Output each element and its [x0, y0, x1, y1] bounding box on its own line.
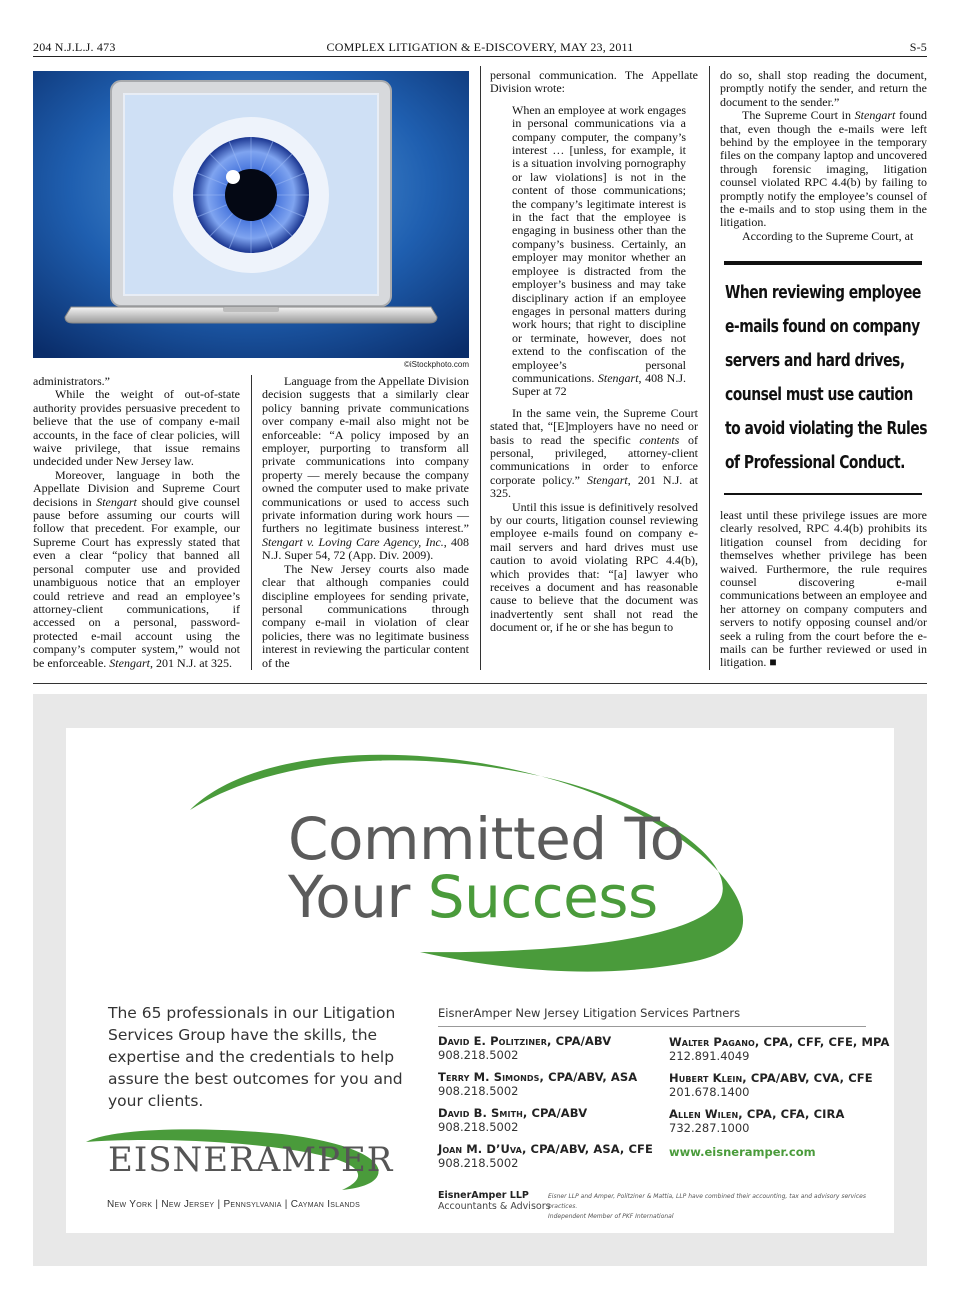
- section-title: COMPLEX LITIGATION & E-DISCOVERY, MAY 23, 2011: [326, 40, 634, 54]
- pullquote-bottom-rule: [724, 493, 922, 495]
- column-divider: [480, 66, 481, 670]
- page-rule: [33, 683, 927, 684]
- partner-entry: Walter Pagano, CPA, CFF, CFE, MPA 212.891.4049: [669, 1035, 890, 1063]
- partners-heading-rule: [438, 1026, 866, 1027]
- paragraph: While the weight of out-of-state authority provides persuasive precedent to believe that the use of company e-mail accounts, in the face of clear policies, will waive privilege, that issue remains undecided under New Jersey law.: [33, 387, 240, 469]
- paragraph: do so, shall stop reading the document, promptly notify the sender, and return the document to the sender.”: [720, 68, 927, 109]
- case-name: Stengart: [96, 494, 137, 509]
- ad-body: The 65 professionals in our Litigation Services Group have the skills, the expertise and the credentials to help assure the best outcomes for you and your clients.: [108, 1004, 403, 1110]
- page-number: S-5: [909, 40, 927, 54]
- partner-entry: Terry M. Simonds, CPA/ABV, ASA 908.218.5002: [438, 1070, 638, 1098]
- case-name: Stengart v. Loving Care Agency, Inc.: [262, 534, 444, 549]
- partners-left-column: [438, 1034, 653, 1178]
- ad-headline: Committed To Your Success: [288, 805, 685, 931]
- paragraph: The Supreme Court in Stengart found that, even though the e-mails were left behind by the employee in the temporary files on the company laptop and uncovered through forensic imaging, litigation counsel violated RPC 4.4(b) by failing to promptly notify the employee’s counsel of the e-mails and to stop using them in the litigation.: [720, 108, 927, 230]
- article-column-1: [33, 375, 240, 670]
- pull-quote: When reviewing employee e-mails found on company servers and hard drives, counsel must use caution to avoid violating the Rules of Professional Conduct.: [725, 282, 928, 473]
- partner-entry: Hubert Klein, CPA/ABV, CVA, CFE 201.678.1400: [669, 1071, 873, 1099]
- laptop-eye-photo: [33, 71, 469, 358]
- case-name: Stengart: [854, 108, 896, 123]
- firm-tagline: Accountants & Advisors: [438, 1201, 551, 1212]
- column-divider: [709, 66, 710, 670]
- paragraph: In the same vein, the Supreme Court stated that, “[E]mployers have no need or basis to read the specific contents of personal, privileged, attorney-client communications in order to enforce corporate policy.” Stengart, 201 N.J. at 325.: [490, 405, 698, 501]
- paragraph: Until this issue is definitively resolved by our courts, litigation counsel reviewing employee e-mails found on company e-mail servers and hard drives must use caution to avoid violating RPC 4.4(b), which provides that: “[a] lawyer who receives a document and has reasonable cause to believe that the document was inadvertently sent shall not read the document or, if he or she has begun to: [490, 499, 698, 635]
- paragraph: Language from the Appellate Division decision suggests that a similarly clear policy banning private communications over company e-mail also might not be enforceable: “A policy imposed by an employer, purporting to transform all private communications into company property — merely because the company owned the computer used to make private communications or used to access such private information during work hours — furthers no legitimate business interest.” Stengart v. Loving Care Agency, Inc., 408 N.J. Super 54, 72 (App. Div. 2009).: [262, 374, 470, 563]
- article-column-4-continued: [720, 509, 927, 670]
- eisneramper-logo: EISNERAMPER: [108, 1140, 394, 1180]
- partner-entry: David B. Smith, CPA/ABV 908.218.5002: [438, 1106, 588, 1134]
- firm-signature: [438, 1190, 551, 1212]
- end-mark: ■: [769, 655, 777, 670]
- pullquote-top-rule: [724, 261, 922, 265]
- paragraph: least until these privilege issues are more clearly resolved, RPC 4.4(b) prohibits its litigation counsel from deciding for themselves whether privilege has been waived. Furthermore, the rule requires counsel discovering e-mail communications between an employee and her attorney on company computers and servers to notify opposing counsel and/or seek a ruling from the court before the e-mails can be further reviewed or used in litigation. ■: [720, 508, 927, 670]
- page-header: [33, 40, 927, 57]
- article-column-4: [720, 69, 927, 243]
- case-name: Stengart: [597, 370, 639, 385]
- website-link[interactable]: www.eisneramper.com: [669, 1145, 816, 1159]
- case-name: Stengart: [109, 655, 150, 670]
- partners-right-column: [669, 1035, 890, 1159]
- disclaimer: Eisner LLP and Amper, Politziner & Mattia, LLP have combined their accounting, tax and advisory services practices. Independent Member of PKF International: [548, 1193, 866, 1220]
- partners-heading: EisnerAmper New Jersey Litigation Services Partners: [438, 1006, 741, 1020]
- article-column-3: [490, 69, 698, 635]
- case-name: Stengart: [587, 472, 628, 487]
- partner-entry: Joan M. D’Uva, CPA/ABV, ASA, CFE 908.218.5002: [438, 1142, 653, 1170]
- article-column-2: [262, 375, 469, 670]
- laptop-eye-icon: [33, 71, 469, 358]
- partner-entry: Allen Wilen, CPA, CFA, CIRA 732.287.1000: [669, 1107, 845, 1135]
- block-quote: When an employee at work engages in personal communications via a company computer, the company’s interest … [unless, for example, it is a situation involving pornography or law violations] is not in the content of those communications; the company’s legitimate interest is in the fact that the employee is engaging in business other than the company’s business. Certainly, an employer may monitor whether an employee is distracted from the employer’s business and may take disciplinary action if an employee engages in personal matters during work hours; that right to discipline or terminate, however, does not extend to the confiscation of the employee’s personal communications. Stengart, 408 N.J. Super at 72: [512, 102, 686, 399]
- paragraph: The New Jersey courts also made clear that although companies could discipline employees for sending private, personal communications through company e-mail in violation of clear policies, there was no legitimate business interest in reviewing the particular content of the: [262, 561, 469, 670]
- page-citation: 204 N.J.L.J. 473: [33, 40, 116, 54]
- firm-name: EisnerAmper LLP: [438, 1190, 529, 1201]
- emphasis: contents: [639, 432, 680, 447]
- column-divider: [251, 375, 252, 670]
- office-locations: New York | New Jersey | Pennsylvania | Cayman Islands: [107, 1199, 361, 1210]
- paragraph: administrators.”: [33, 374, 110, 388]
- photo-credit: ©iStockphoto.com: [403, 360, 469, 369]
- paragraph: Moreover, language in both the Appellate Division and Supreme Court decisions in Stengart should give counsel pause before assuming our courts will follow that precedent. For example, our Supreme Court has expressly stated that even a clear “policy that banned all personal computer use and provided unambiguous notice that an employer could retrieve and read an employee’s attorney-client communications, if accessed on a personal, password-protected e-mail account using the company’s computer system,” would not be enforceable. Stengart, 201 N.J. at 325.: [33, 467, 240, 670]
- partner-entry: David E. Politziner, CPA/ABV 908.218.5002: [438, 1034, 612, 1062]
- paragraph: personal communication. The Appellate Division wrote:: [490, 68, 698, 96]
- paragraph: According to the Supreme Court, at: [742, 228, 914, 243]
